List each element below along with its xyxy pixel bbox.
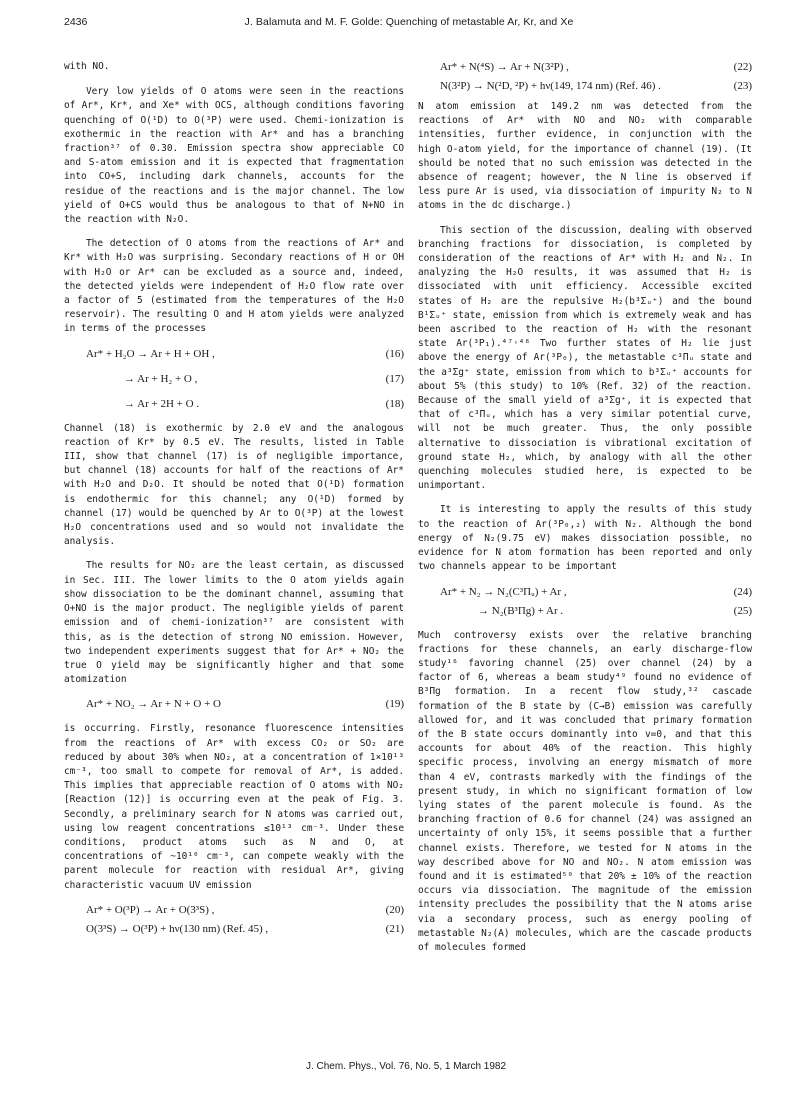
left-column (64, 60, 404, 947)
journal-citation-footer: J. Chem. Phys., Vol. 76, No. 5, 1 March 1982 (305, 1061, 507, 1072)
equation-expression: → Ar + 2H + O . (124, 397, 200, 410)
equation-number: (19) (385, 698, 404, 711)
page-header (64, 16, 754, 32)
equation-20 (64, 903, 404, 918)
equation-number: (16) (385, 347, 404, 360)
equation-expression: → N₂(B³Πg) + Ar . (478, 604, 564, 617)
equation-number: (17) (385, 372, 404, 385)
equation-number: (23) (733, 80, 752, 92)
equation-expression: Ar* + N₂ → N₂(C³Πᵤ) + Ar , (440, 585, 567, 598)
equation-number: (18) (385, 397, 404, 410)
paragraph: This section of the discussion, dealing with observed branching fractions for dissociation, is completed by consideration of the reactions of Ar* with H₂ and N₂. In analyzing the H₂O results, it was assumed that H₂ is dissociated with unit efficiency. Accessible excited states of H₂ are the repulsive H₂(b³Σᵤ⁺) and the bound B¹Σᵤ⁺ state, emission from which is extremely weak and has been ascribed to the reaction of H₂ with the resonant state Ar(³P₁).⁴⁷˒⁴⁸ Two further states of H₂ lie just above the energy of Ar(³P₀), the metastable c³Πᵤ state and the a³Σg⁺ state, emission from which to b³Σᵤ⁺ accounts for about 5% (this study) to 10% (Ref. 32) of the reaction. Because of the small yield of a³Σg⁺, it is expected that that of c³Πᵤ, which has a very similar potential curve, will not be much greater. Thus, the only possible alternative to dissociation is vibrational excitation of ground state H₂, which, by analogy with all the other quenching molecules studied here, is expected to be unimportant. (418, 224, 752, 492)
equation-23 (418, 79, 752, 94)
paragraph: Very low yields of O atoms were seen in the reactions of Ar*, Kr*, and Xe* with OCS, although conditions favoring quenching of O(¹D) to O(³P) were used. Chemi-ionization is exothermic in the reaction with Ar* and has a branching fraction³⁷ of 0.30. Emission spectra show appreciable CO and S-atom emission and it is expected that fragmentation into CO+S, including dark channels, accounts for the residue of the reactions and is the major channel. The low yield of O+CS would thus be analogous to that of N+NO in the reaction with N₂O. (64, 86, 404, 226)
equation-number: (20) (385, 903, 404, 916)
paragraph: The results for NO₂ are the least certain, as discussed in Sec. III. The lower limits to the O atom yields again show dissociation to be the dominant channel, assuming that O+NO is the major product. The negligible yields of parent emission and of chemi-ionization³⁷ are consistent with this, as is the detection of strong NO emission. However, two independent experiments suggest that for Ar* + NO₂ the true O yield may be significantly higher and that some atomization (64, 560, 404, 686)
equation-22 (418, 60, 752, 75)
running-head: J. Balamuta and M. F. Golde: Quenching of metastable Ar, Kr, and Xe (244, 16, 574, 28)
paragraph: Channel (18) is exothermic by 2.0 eV and the analogous reaction of Kr* by 0.5 eV. The results, listed in Table III, show that channel (17) is of negligible importance, but channel (18) accounts for half of the reactions of Ar* with H₂O and D₂O. It should be noted that O(¹D) formation is endothermic for this channel; any O(¹D) formed by channel (17) would be quenched by Ar to O(³P) at the lowest H₂O concentrations used and so would not invalidate the analysis. (64, 422, 404, 548)
paragraph: with NO. (64, 61, 110, 72)
paragraph: The detection of O atoms from the reactions of Ar* and Kr* with H₂O was surprising. Secondary reactions of H or OH with H₂O or Ar* can be excluded as a source and, indeed, the detected yields were independent of H₂O flow rate over a factor of 5 (estimated from the temperatures of the H₂O reservoir). The resulting O and H atom yields were analyzed in terms of the processes (64, 238, 404, 335)
equation-number: (22) (733, 61, 752, 73)
equation-25 (418, 604, 752, 619)
equation-number: (25) (733, 604, 752, 617)
paragraph: is occurring. Firstly, resonance fluorescence intensities from the reactions of Ar* with excess CO₂ or SO₂ are reduced by about 30% when NO₂, at a concentration of 1×10¹³ cm⁻³, too small to compete for removal of Ar*, is added. This implies that appreciable reaction of O atoms with NO₂ [Reaction (12)] is occurring even at the peak of Fig. 3. Secondly, a preliminary search for N atoms was carried out, using low reagent concentrations ≲10¹³ cm⁻³. Under these conditions, product atoms such as N and O, at concentrations of ~10¹⁰ cm⁻³, can compete weakly with the parent molecule for reaction with residual Ar*, giving characteristic vacuum UV emission (64, 723, 404, 891)
equation-number: (24) (733, 585, 752, 598)
equation-17 (64, 372, 404, 387)
equation-21 (64, 922, 404, 937)
paragraph: N atom emission at 149.2 nm was detected from the reactions of Ar* with NO and NO₂ with comparable intensities, further evidence, in conjunction with the high O-atom yield, for the importance of channel (19). (It should be noted that no such emission was detected in the absence of reagent; however, the N line is observed if less pure Ar is used, via dissociation of impurity N₂ to N atoms in the dc discharge.) (418, 101, 752, 212)
equation-expression: N(3²P) → N(²D, ²P) + hν(149, 174 nm) (Ref. 46) . (440, 80, 661, 92)
paragraph: Much controversy exists over the relative branching fractions for these channels, an early discharge-flow study¹⁶ favoring channel (25) over channel (24) by a factor of 6, whereas a beam study⁴⁹ found no evidence of B³Πg formation. In a recent flow study,³² cascade formation of the B state by (C→B) emission was carefully allowed for, and it was concluded that primary formation of the B state occurs dominantly into v=0, and that this accounts for about 40% of the reaction. This highly specific process, involving an energy mismatch of more than 4 eV, contrasts markedly with the findings of the present study, in which no significant formation of low lying states of the parent molecule is found. As the branching fraction of 0.6 for channel (24) was assigned an uncertainty of only 15%, it seems possible that a further channel exists. Therefore, we tested for N atoms in the way described above for NO and NO₂. N atom emission was found and it is estimated⁵⁰ that 20% ± 10% of the reaction occurs via dissociation. The magnitude of the emission intensity precludes the possibility that the N atoms arise via a secondary process, such as energy pooling of metastable N₂(A) molecules, which are the cascade products of molecules formed (418, 629, 752, 953)
equation-expression: → Ar + H₂ + O , (124, 372, 198, 385)
page-number: 2436 (64, 16, 88, 28)
equation-number: (21) (385, 922, 404, 935)
equation-16 (64, 347, 404, 362)
right-column (418, 60, 752, 965)
equation-expression: Ar* + O(³P) → Ar + O(3³S) , (86, 903, 215, 916)
paragraph: It is interesting to apply the results of this study to the reaction of Ar(³P₀,₂) with N₂. Although the bond energy of N₂(9.75 eV) makes dissociation possible, no evidence for N atom formation has been reported and only two channels appear to be important (418, 504, 752, 573)
equation-expression: Ar* + N(⁴S) → Ar + N(3²P) , (440, 61, 569, 73)
equation-expression: Ar* + NO₂ → Ar + N + O + O (86, 698, 221, 711)
equation-expression: Ar* + H₂O → Ar + H + OH , (86, 347, 215, 360)
equation-19 (64, 697, 404, 712)
equation-18 (64, 397, 404, 412)
equation-24 (418, 585, 752, 600)
equation-expression: O(3³S) → O(³P) + hν(130 nm) (Ref. 45) , (86, 922, 269, 935)
